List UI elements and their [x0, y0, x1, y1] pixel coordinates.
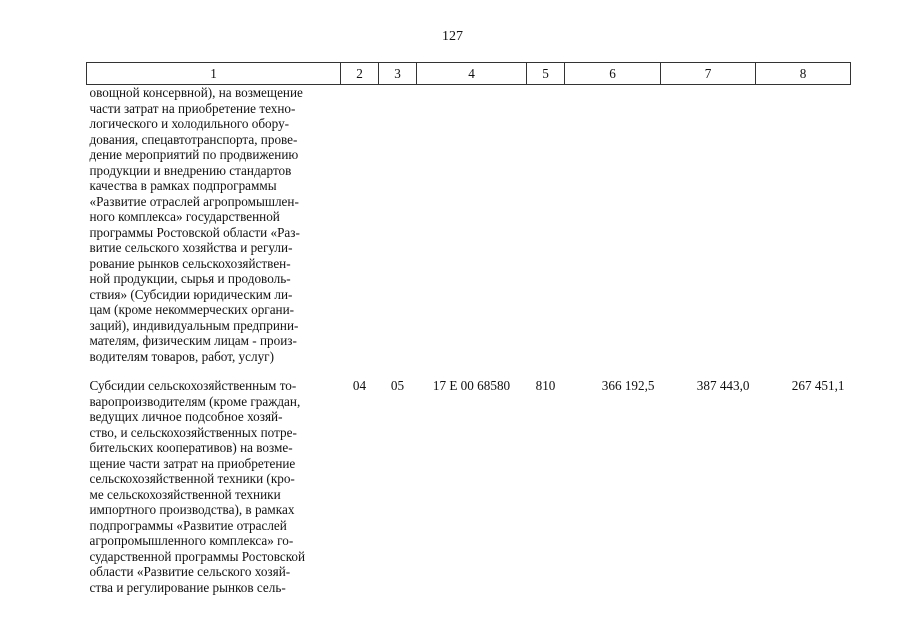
description-line: ме сельскохозяйственной техники [89, 486, 281, 502]
description-line: Субсидии сельскохозяйственным то- [89, 378, 297, 393]
description-line: цам (кроме некоммерческих органи- [89, 302, 295, 317]
cell-target-article [417, 85, 527, 379]
page-number: 127 [442, 29, 463, 44]
cell-amount [661, 85, 756, 379]
cell-amount [756, 85, 851, 379]
description-line: рование рынков сельскохозяйствен- [89, 255, 291, 271]
row-description [87, 85, 341, 379]
description-line: сельскохозяйственной техники (кро- [89, 471, 295, 486]
description-line: бительских кооперативов) на возме- [89, 440, 293, 455]
cell-subsection: 05 [390, 378, 405, 393]
column-header: 2 [341, 63, 379, 85]
column-header: 4 [417, 63, 527, 85]
description-line: дования, спецавтотранспорта, прове- [89, 131, 298, 147]
description-line: овощной консервной), на возмещение [89, 85, 303, 100]
cell-amount: 387 443,0 [696, 378, 750, 393]
description-line: импортного производства), в рамках [89, 502, 295, 517]
cell-amount [565, 85, 661, 379]
cell-section: 04 [352, 378, 367, 393]
description-line: подпрограммы «Развитие отраслей [89, 517, 287, 533]
description-line: щение части затрат на приобретение [89, 455, 296, 471]
row-description [87, 378, 341, 595]
description-line: агропромышленного комплекса» го- [89, 533, 294, 548]
description-line: ного комплекса» государственной [89, 209, 280, 224]
cell-expense-type [527, 85, 565, 379]
column-header: 8 [756, 63, 851, 85]
column-header: 3 [379, 63, 417, 85]
description-line: качества в рамках подпрограммы [89, 178, 277, 193]
description-line: сударственной программы Ростовской [89, 548, 306, 564]
column-header: 6 [565, 63, 661, 85]
column-header: 1 [87, 63, 341, 85]
description-line: ведущих личное подсобное хозяй- [89, 409, 283, 424]
description-line: ной продукции, сырья и продоволь- [89, 271, 291, 286]
description-line: водителям товаров, работ, услуг) [89, 348, 274, 364]
table-row [87, 378, 851, 595]
cell-target-article: 17 Е 00 68580 [432, 378, 511, 393]
description-line: «Развитие отраслей агропромышлен- [89, 193, 299, 209]
description-line: ства и регулирование рынков сель- [89, 579, 286, 595]
description-line: мателям, физическим лицам - произ- [89, 333, 297, 348]
description-line: логического и холодильного обору- [89, 116, 290, 131]
table-row [87, 85, 851, 379]
cell-amount: 366 192,5 [601, 378, 655, 393]
cell-expense-type: 810 [535, 378, 556, 393]
description-line: заций), индивидуальным предприни- [89, 317, 299, 333]
description-line: части затрат на приобретение техно- [89, 100, 296, 116]
table-header-row [87, 63, 851, 85]
column-header: 7 [661, 63, 756, 85]
description-line: области «Развитие сельского хозяй- [89, 564, 291, 579]
description-line: ствия» (Субсидии юридическим ли- [89, 286, 293, 302]
description-line: продукции и внедрению стандартов [89, 162, 292, 178]
description-line: витие сельского хозяйства и регули- [89, 240, 293, 255]
cell-section [341, 85, 379, 379]
description-line: ство, и сельскохозяйственных потре- [89, 424, 297, 440]
cell-subsection [379, 85, 417, 379]
column-header: 5 [527, 63, 565, 85]
description-line: программы Ростовской области «Раз- [89, 224, 300, 240]
budget-table [86, 62, 851, 595]
description-line: дение мероприятий по продвижению [89, 147, 299, 162]
cell-amount: 267 451,1 [791, 378, 845, 393]
description-line: варопроизводителям (кроме граждан, [89, 393, 301, 409]
